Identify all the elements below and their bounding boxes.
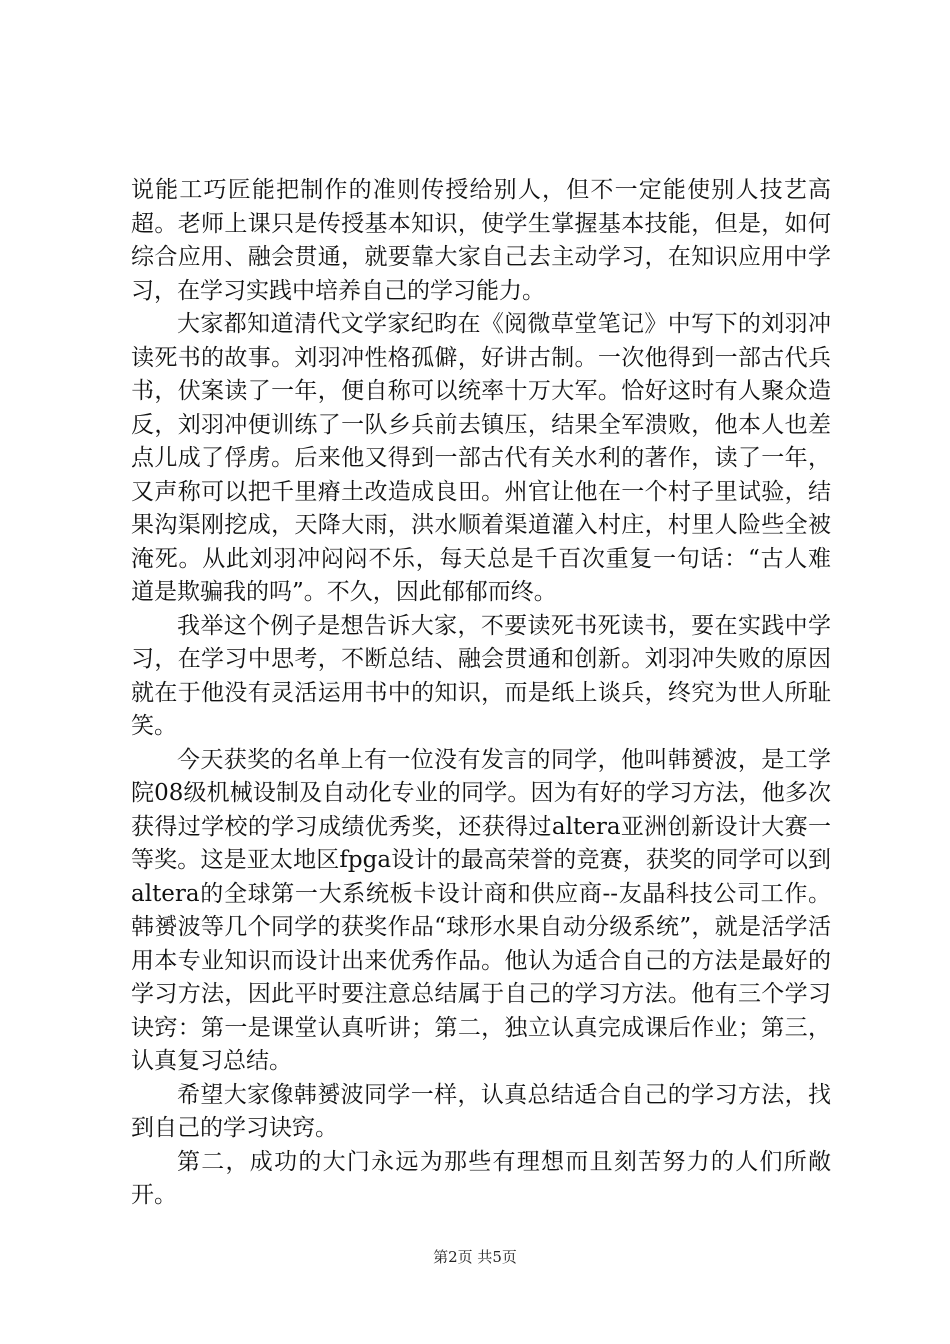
paragraph: 希望大家像韩赟波同学一样，认真总结适合自己的学习方法，找到自己的学习诀窍。 [131,1081,831,1141]
paragraph: 今天获奖的名单上有一位没有发言的同学，他叫韩赟波，是工学院08级机械设制及自动化专业的同学。因为有好的学习方法，他多次获得过学校的学习成绩优秀奖，还获得过altera亚洲创新设计大赛一等奖。这是亚太地区fpga设计的最高荣誉的竞赛，获奖的同学可以到altera的全球第一大系统板卡设计商和供应商--友晶科技公司工作。韩赟波等几个同学的获奖作品“球形水果自动分级系统”，就是活学活用本专业知识而设计出来优秀作品。他认为适合自己的方法是最好的学习方法，因此平时要注意总结属于自己的学习方法。他有三个学习诀窍：第一是课堂认真听讲；第二，独立认真完成课后作业；第三，认真复习总结。 [131,746,831,1074]
paragraph: 说能工巧匠能把制作的准则传授给别人，但不一定能使别人技艺高超。老师上课只是传授基本知识，使学生掌握基本技能，但是，如何综合应用、融会贯通，就要靠大家自己去主动学习，在知识应用中学习，在学习实践中培养自己的学习能力。 [131,177,831,304]
paragraph: 我举这个例子是想告诉大家，不要读死书死读书，要在实践中学习，在学习中思考，不断总结、融会贯通和创新。刘羽冲失败的原因就在于他没有灵活运用书中的知识，而是纸上谈兵，终究为世人所耻笑。 [131,612,831,739]
paragraph: 大家都知道清代文学家纪昀在《阅微草堂笔记》中写下的刘羽冲读死书的故事。刘羽冲性格孤僻，好讲古制。一次他得到一部古代兵书，伏案读了一年，便自称可以统率十万大军。恰好这时有人聚众造反，刘羽冲便训练了一队乡兵前去镇压，结果全军溃败，他本人也差点儿成了俘虏。后来他又得到一部古代有关水利的著作，读了一年，又声称可以把千里瘠土改造成良田。州官让他在一个村子里试验，结果沟渠刚挖成，天降大雨，洪水顺着渠道灌入村庄，村里人险些全被淹死。从此刘羽冲闷闷不乐，每天总是千百次重复一句话：“古人难道是欺骗我的吗”。不久，因此郁郁而终。 [131,311,831,605]
paragraph: 第二，成功的大门永远为那些有理想而且刻苦努力的人们所敞开。 [131,1148,831,1208]
document-body [131,174,831,1213]
page-footer: 第2页 共5页 [433,1248,517,1266]
